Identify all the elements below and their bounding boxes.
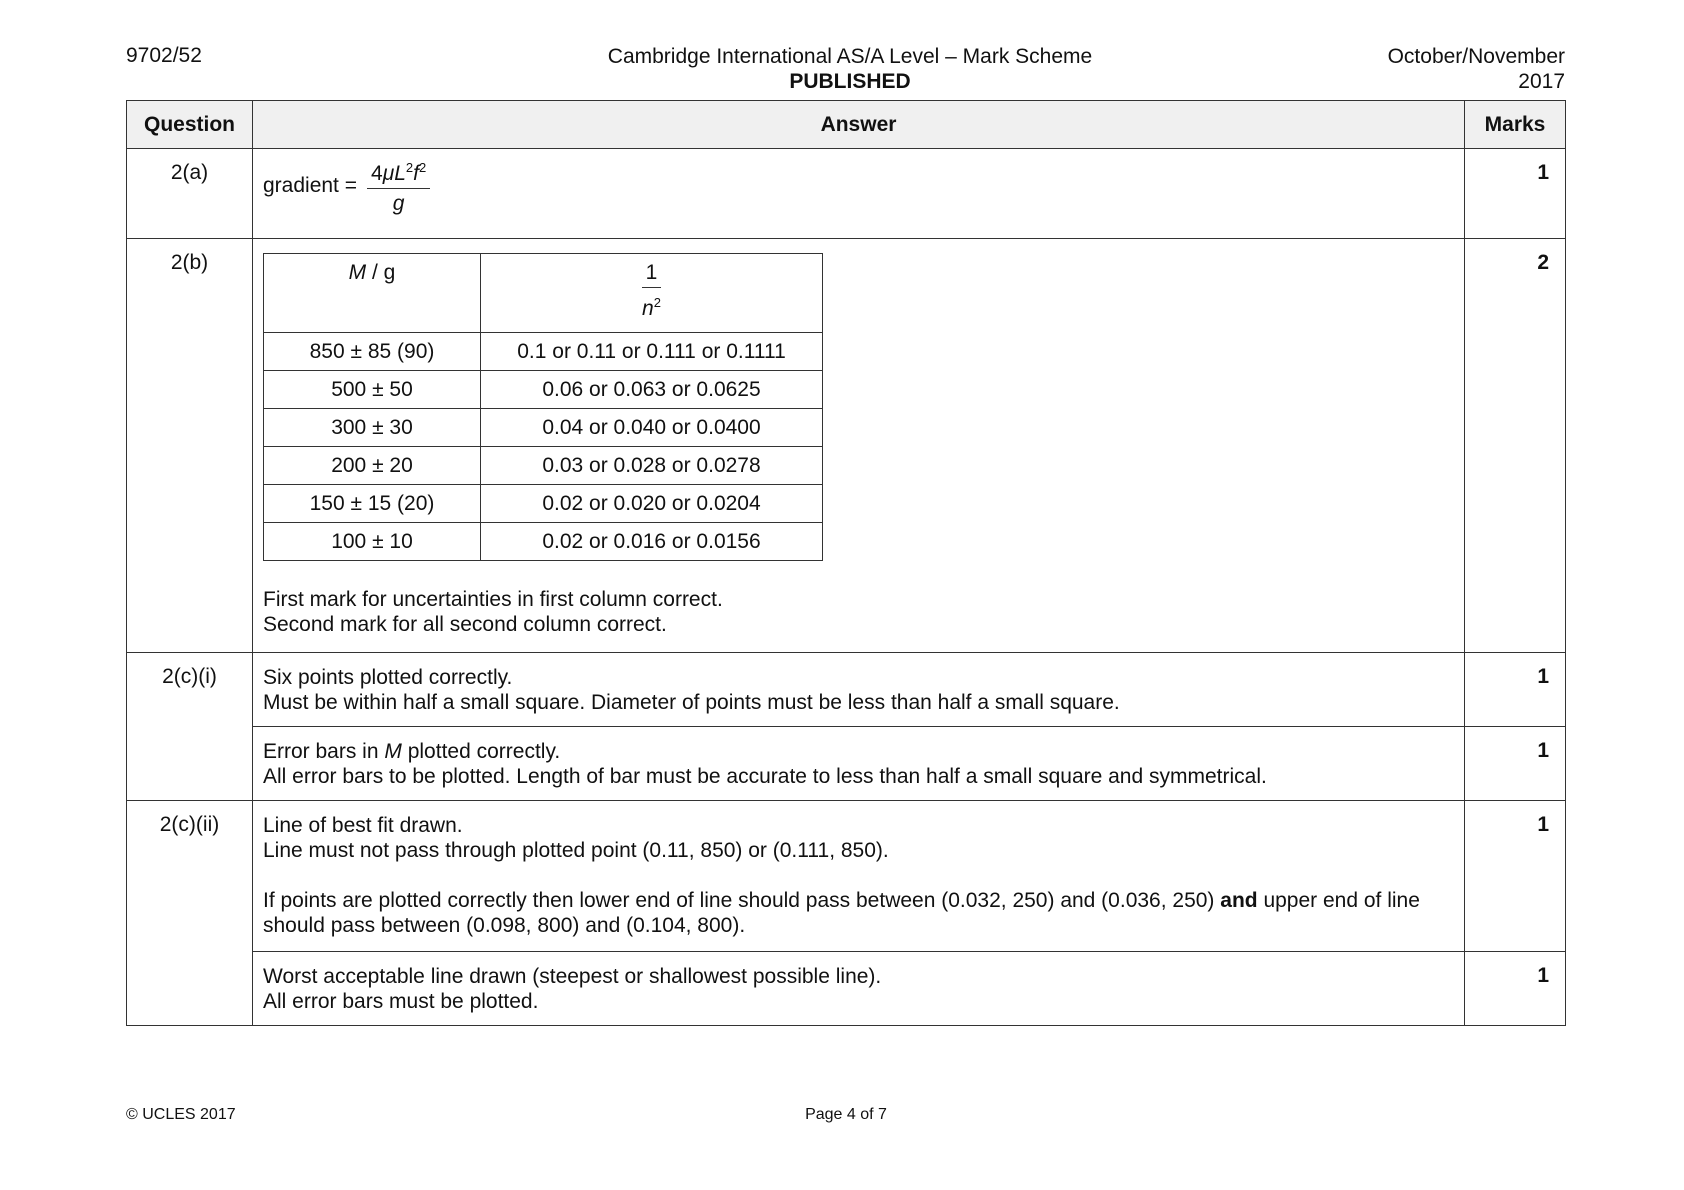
answer-line: Line of best fit drawn. (263, 814, 463, 837)
inverse-value: 0.04 or 0.040 or 0.0400 (481, 409, 823, 447)
table-row (127, 653, 1566, 727)
table-row (127, 149, 1566, 239)
table-row (127, 727, 1566, 801)
answer-line: Must be within half a small square. Diameter of points must be less than half a small square. (263, 691, 1120, 714)
data-row (264, 485, 823, 523)
mass-symbol: M (384, 740, 402, 763)
inverse-n-squared-header (481, 254, 823, 333)
marks-column-header: Marks (1465, 101, 1566, 149)
mass-value: 850 ± 85 (90) (264, 333, 481, 371)
mass-unit: / g (366, 261, 396, 284)
answer-line: All error bars to be plotted. Length of bar must be accurate to less than half a small square and symmetrical. (263, 765, 1267, 788)
document-title-block (540, 44, 1160, 94)
marks-value: 1 (1465, 653, 1566, 727)
inverse-value: 0.02 or 0.020 or 0.0204 (481, 485, 823, 523)
fraction-denominator (367, 189, 430, 216)
mass-value: 100 ± 10 (264, 523, 481, 561)
marks-value: 1 (1465, 952, 1566, 1026)
session-month: October/November (1387, 45, 1565, 68)
answer-line: All error bars must be plotted. (263, 990, 539, 1013)
answer-line: Six points plotted correctly. (263, 666, 513, 689)
mark-scheme-table (126, 100, 1566, 1026)
copyright-notice: © UCLES 2017 (126, 1106, 236, 1123)
mu-symbol: μ (382, 162, 395, 185)
length-symbol: L (394, 162, 406, 185)
mass-value: 300 ± 30 (264, 409, 481, 447)
exponent: 2 (653, 295, 661, 310)
marking-note: First mark for uncertainties in first column correct. (263, 588, 723, 611)
marks-value: 2 (1465, 239, 1566, 653)
answer-text: upper end of line should pass between (0.098, 800) and (0.104, 800). (263, 889, 1420, 937)
answer-column-header: Answer (253, 101, 1465, 149)
inverse-value: 0.06 or 0.063 or 0.0625 (481, 371, 823, 409)
answer-text: If points are plotted correctly then lower end of line should pass between (0.032, 250) and (0.036, 250) (263, 889, 1221, 912)
answer-text: Error bars in (263, 740, 385, 763)
gradient-expression (263, 155, 1454, 216)
emphasis-text: and (1220, 889, 1258, 912)
session-year: 2017 (1518, 70, 1565, 93)
document-title: Cambridge International AS/A Level – Mark Scheme (607, 45, 1093, 68)
gradient-fraction (367, 155, 430, 216)
table-row (127, 801, 1566, 952)
marking-notes (263, 587, 1454, 637)
gravity-symbol: g (392, 192, 405, 215)
answer-text: plotted correctly. (401, 740, 561, 763)
question-column-header: Question (127, 101, 253, 149)
fraction-numerator: 1 (642, 260, 662, 288)
inverse-value: 0.1 or 0.11 or 0.111 or 0.1111 (481, 333, 823, 371)
question-number: 2(c)(ii) (127, 801, 253, 1026)
data-table (263, 253, 823, 561)
exponent: 2 (405, 160, 414, 175)
answer-cell (253, 727, 1465, 801)
frequency-symbol: f (413, 162, 419, 185)
page-number: Page 4 of 7 (805, 1106, 887, 1123)
question-number: 2(b) (127, 239, 253, 653)
data-row (264, 523, 823, 561)
marking-note: Second mark for all second column correct. (263, 613, 667, 636)
fraction-numerator (367, 155, 430, 189)
mass-value: 200 ± 20 (264, 447, 481, 485)
mass-column-header (264, 254, 481, 333)
question-number: 2(a) (127, 149, 253, 239)
mass-symbol: M (348, 261, 367, 284)
mass-value: 150 ± 15 (20) (264, 485, 481, 523)
answer-cell (253, 952, 1465, 1026)
table-header-row (127, 101, 1566, 149)
answer-cell (253, 653, 1465, 727)
exponent: 2 (418, 160, 427, 175)
data-row (264, 409, 823, 447)
answer-line: Line must not pass through plotted point (0.11, 850) or (0.111, 850). (263, 839, 889, 862)
data-row (264, 333, 823, 371)
document-code: 9702/52 (126, 44, 202, 67)
answer-line (263, 739, 1454, 764)
coefficient: 4 (371, 162, 383, 185)
published-label: PUBLISHED (789, 70, 911, 93)
marks-value: 1 (1465, 801, 1566, 952)
answer-cell (253, 239, 1465, 653)
data-row (264, 371, 823, 409)
data-table-header (264, 254, 823, 333)
answer-line: Worst acceptable line drawn (steepest or shallowest possible line). (263, 965, 882, 988)
marks-value: 1 (1465, 727, 1566, 801)
answer-cell (253, 801, 1465, 952)
answer-paragraph (263, 888, 1454, 938)
n-symbol: n (642, 297, 654, 320)
inverse-value: 0.02 or 0.016 or 0.0156 (481, 523, 823, 561)
answer-cell (253, 149, 1465, 239)
mass-value: 500 ± 50 (264, 371, 481, 409)
gradient-label: gradient = (263, 174, 357, 197)
marks-value: 1 (1465, 149, 1566, 239)
inverse-value: 0.03 or 0.028 or 0.0278 (481, 447, 823, 485)
inverse-fraction (642, 260, 662, 321)
fraction-denominator (642, 288, 662, 321)
exam-session (1388, 44, 1565, 94)
data-row (264, 447, 823, 485)
question-number: 2(c)(i) (127, 653, 253, 801)
table-row (127, 952, 1566, 1026)
table-row (127, 239, 1566, 653)
